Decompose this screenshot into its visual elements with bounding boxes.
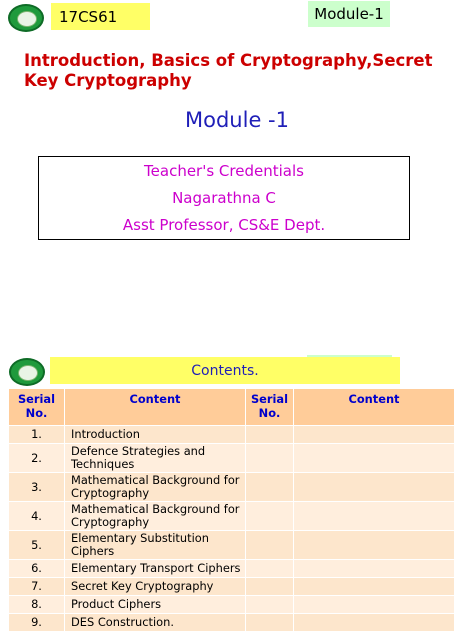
serial-cell: 3.	[9, 473, 65, 502]
table-row	[9, 473, 455, 502]
serial-cell: 8.	[9, 596, 65, 614]
empty-content-cell	[294, 473, 455, 502]
serial-cell: 9.	[9, 614, 65, 632]
content-cell: DES Construction.	[65, 614, 246, 632]
serial-cell: 4.	[9, 502, 65, 531]
serial-cell: 5.	[9, 531, 65, 560]
credentials-box	[38, 156, 410, 240]
table-row	[9, 560, 455, 578]
table-row	[9, 614, 455, 632]
empty-content-cell	[294, 531, 455, 560]
teacher-designation: Asst Professor, CS&E Dept.	[122, 216, 326, 234]
content-cell: Secret Key Cryptography	[65, 578, 246, 596]
empty-serial-cell	[246, 502, 294, 531]
table-row	[9, 596, 455, 614]
serial-cell: 2.	[9, 444, 65, 473]
content-cell: Elementary Transport Ciphers	[65, 560, 246, 578]
empty-content-cell	[294, 578, 455, 596]
empty-content-cell	[294, 614, 455, 632]
empty-serial-cell	[246, 578, 294, 596]
module-heading: Module -1	[185, 108, 289, 132]
content-cell: Product Ciphers	[65, 596, 246, 614]
teacher-name: Nagarathna C	[172, 189, 276, 207]
empty-content-cell	[294, 596, 455, 614]
empty-content-cell	[294, 426, 455, 444]
empty-content-cell	[294, 502, 455, 531]
empty-serial-cell	[246, 473, 294, 502]
empty-serial-cell	[246, 560, 294, 578]
empty-serial-cell	[246, 426, 294, 444]
content-cell: Mathematical Background for Cryptography	[65, 502, 246, 531]
table-row	[9, 578, 455, 596]
table-header-row	[9, 389, 455, 426]
empty-serial-cell	[246, 444, 294, 473]
table-row	[9, 426, 455, 444]
contents-table	[8, 388, 455, 632]
table-row	[9, 444, 455, 473]
content-cell: Introduction	[65, 426, 246, 444]
table-row	[9, 531, 455, 560]
column-header-content-1: Content	[65, 389, 246, 426]
serial-cell: 7.	[9, 578, 65, 596]
empty-content-cell	[294, 444, 455, 473]
serial-cell: 1.	[9, 426, 65, 444]
table-row	[9, 502, 455, 531]
content-cell: Elementary Substitution Ciphers	[65, 531, 246, 560]
contents-heading: Contents.	[50, 357, 400, 384]
credentials-heading: Teacher's Credentials	[144, 162, 304, 180]
content-cell: Mathematical Background for Cryptography	[65, 473, 246, 502]
column-header-serial-1: Serial No.	[9, 389, 65, 426]
column-header-content-2: Content	[294, 389, 455, 426]
college-logo-icon	[8, 4, 44, 32]
column-header-serial-2: Serial No.	[246, 389, 294, 426]
empty-content-cell	[294, 560, 455, 578]
empty-serial-cell	[246, 614, 294, 632]
serial-cell: 6.	[9, 560, 65, 578]
empty-serial-cell	[246, 531, 294, 560]
empty-serial-cell	[246, 596, 294, 614]
course-code-label: 17CS61	[51, 3, 150, 30]
module-tag-label: Module-1	[308, 1, 390, 27]
college-logo-icon	[9, 358, 45, 386]
content-cell: Defence Strategies and Techniques	[65, 444, 246, 473]
page-title: Introduction, Basics of Cryptography,Secret Key Cryptography	[24, 51, 433, 90]
